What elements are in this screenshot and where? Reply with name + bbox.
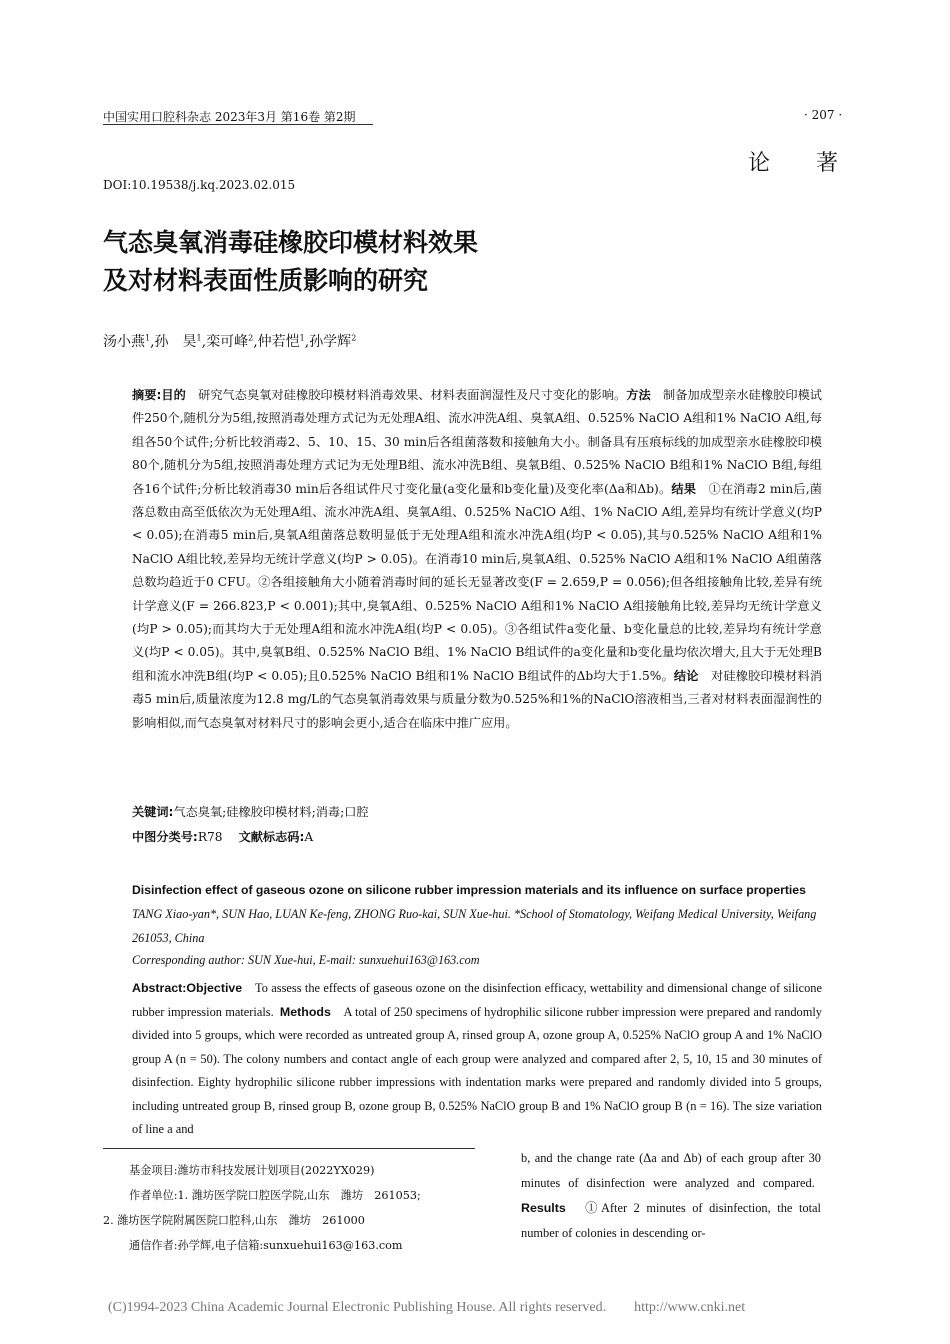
copyright-footer: (C)1994-2023 China Academic Journal Electronic Publishing House. All rights reserved. http://www.cnki.net [108,1300,746,1315]
author: 孙 昊$^1$, [154,333,207,350]
clc-label: 中图分类号: [132,830,198,844]
title-line-1: 气态臭氧消毒硅橡胶印模材料效果 [103,228,479,257]
footnote-unit-1: 作者单位:1. 潍坊医学院口腔医学院,山东 潍坊 261053; [129,1189,421,1202]
page-number: · 207 · [804,108,843,122]
english-title: Disinfection effect of gaseous ozone on silicone rubber impression materials and its influence on surface properties [132,883,806,897]
en-results-text: ①After 2 minutes of disinfection, the total number of colonies in descending or- [521,1201,821,1240]
footnote-corresponding: 通信作者:孙学辉,电子信箱:sunxuehui163@163.com [129,1239,403,1252]
author: 汤小燕$^1$, [103,333,155,350]
english-abstract [132,977,822,1142]
methods-label: 方法 [626,388,651,402]
title-line-2: 及对材料表面性质影响的研究 [103,266,429,295]
english-title-block [132,878,822,950]
footnote-fund: 基金项目:潍坊市科技发展计划项目(2022YX029) [129,1164,375,1177]
article-category: 论著 [748,151,885,176]
doc-code-label: 文献标志码: [238,830,305,844]
en-objective-text: To assess the effects of gaseous ozone on the disinfection efficacy, wettability and dimensional change of silicone rubber impression materials. [132,981,822,1019]
article-title [103,224,743,300]
keywords-label: 关键词: [132,805,174,819]
en-objective-label: Objective [186,981,243,995]
doc-code-value: A [304,830,314,844]
en-methods-label: Methods [279,1004,331,1019]
author: 孙学辉$^2$ [309,333,357,350]
results-text: ①在消毒2 min后,菌落总数由高至低依次为无处理A组、流水冲洗A组、臭氧A组、0.525% NaClO A组、1% NaClO A组,差异均有统计学意义(均P < 0.05);在消毒5 min后,臭氧A组菌落总数明显低于无处理A组和流水冲洗A组(均P < 0.05),其与0.525% NaClO A组和1% NaClO A组比较,差异均无统计学意义(均P > 0.05)。在消毒10 min后,臭氧A组、0.525% NaClO A组和1% NaClO A组菌落总数均趋近于0 CFU。②各组接触角大小随着消毒时间的延长无显著改变(F = 2.659,P = 0.056);但各组接触角比较,差异有统计学意义(F = 266.823,P < 0.001);其中,臭氧A组、0.525% NaClO A组和1% NaClO A组接触角比较,差异均无统计学意义(均P > 0.05);而其均大于无处理A组和流水冲洗A组(均P < 0.05)。③各组试件a变化量、b变化量总的比较,差异均有统计学意义(均P < 0.05)。其中,臭氧B组、0.525% NaClO B组、1% NaClO B组试件的a变化量和b变化量均依次增大,且大于无处理B组和流水冲洗B组(均P < 0.05);且0.525% NaClO B组和1% NaClO B组试件的Δb均大于1.5%。 [132,481,822,683]
author-list [103,331,356,351]
keywords [132,803,822,820]
corresponding-author-en: Corresponding author: SUN Xue-hui, E-mail: sunxuehui163@163.com [132,953,480,967]
en-continued-text: b, and the change rate (Δa and Δb) of each group after 30 minutes of disinfection were analyzed and compared. [521,1151,821,1190]
author: 栾可峰$^2$, [206,333,258,350]
abstract-label: 摘要: [132,388,162,402]
en-abstract-label: Abstract: [132,981,187,995]
footnotes [103,1158,503,1258]
methods-text: 制备加成型亲水硅橡胶印模试件250个,随机分为5组,按照消毒处理方式记为无处理A组、流水冲洗A组、臭氧A组、0.525% NaClO A组和1% NaClO A组,每组各50个试件;分析比较消毒2、5、10、15、30 min后各组菌落数和接触角大小。制备具有压痕标线的加成型亲水硅橡胶印模80个,随机分为5组,按照消毒处理方式记为无处理B组、流水冲洗B组、臭氧B组、0.525% NaClO B组和1% NaClO B组,每组各16个试件;分析比较消毒30 min后各组试件尺寸变化量(a变化量和b变化量)及变化率(Δa和Δb)。 [132,388,822,496]
objective-text: 研究气态臭氧对硅橡胶印模材料消毒效果、材料表面润湿性及尺寸变化的影响。 [185,388,627,402]
classification [132,828,822,845]
keywords-value: 气态臭氧;硅橡胶印模材料;消毒;口腔 [173,805,369,819]
footnote-rule [103,1148,475,1149]
objective-label: 目的 [161,388,186,402]
english-authors-affiliation: TANG Xiao-yan*, SUN Hao, LUAN Ke-feng, ZHONG Ruo-kai, SUN Xue-hui. *School of Stomatology, Weifang Medical University, Weifang 261053, China [132,907,817,945]
footnote-unit-2: 2. 潍坊医学院附属医院口腔科,山东 潍坊 261000 [103,1214,365,1227]
conclusion-text: 对硅橡胶印模材料消毒5 min后,质量浓度为12.8 mg/L的气态臭氧消毒效果与质量分数为0.525%和1%的NaClO溶液相当,三者对材料表面湿润性的影响相似,而气态臭氧对材料尺寸的影响会更小,适合在临床中推广应用。 [132,668,823,730]
english-abstract-continued [521,1146,821,1246]
conclusion-label: 结论 [673,668,699,683]
header-rule [103,124,373,125]
en-methods-text: A total of 250 specimens of hydrophilic silicone rubber impression were prepared and randomly divided into 5 groups, which were recorded as untreated group A, rinsed group A, ozone group A, 0.525% NaClO group A and 1% NaClO group A (n = 50). The colony numbers and contact angle of each group were analyzed and compared after 2, 5, 10, 15 and 30 minutes of disinfection. Eighty hydrophilic silicone rubber impressions with indentation marks were prepared and randomly divided into 5 groups, including untreated group B, rinsed group B, ozone group B, 0.525% NaClO group B and 1% NaClO group B (n = 16). The size variation of line a and [132,1004,822,1136]
doi: DOI:10.19538/j.kq.2023.02.015 [103,178,296,192]
results-label: 结果 [671,481,697,496]
journal-header: 中国实用口腔科杂志 2023年3月 第16卷 第2期 [103,110,356,124]
clc-value: R78 [197,830,223,844]
chinese-abstract [132,384,822,735]
en-results-label: Results [521,1201,566,1215]
author: 仲若恺$^1$, [257,333,310,350]
